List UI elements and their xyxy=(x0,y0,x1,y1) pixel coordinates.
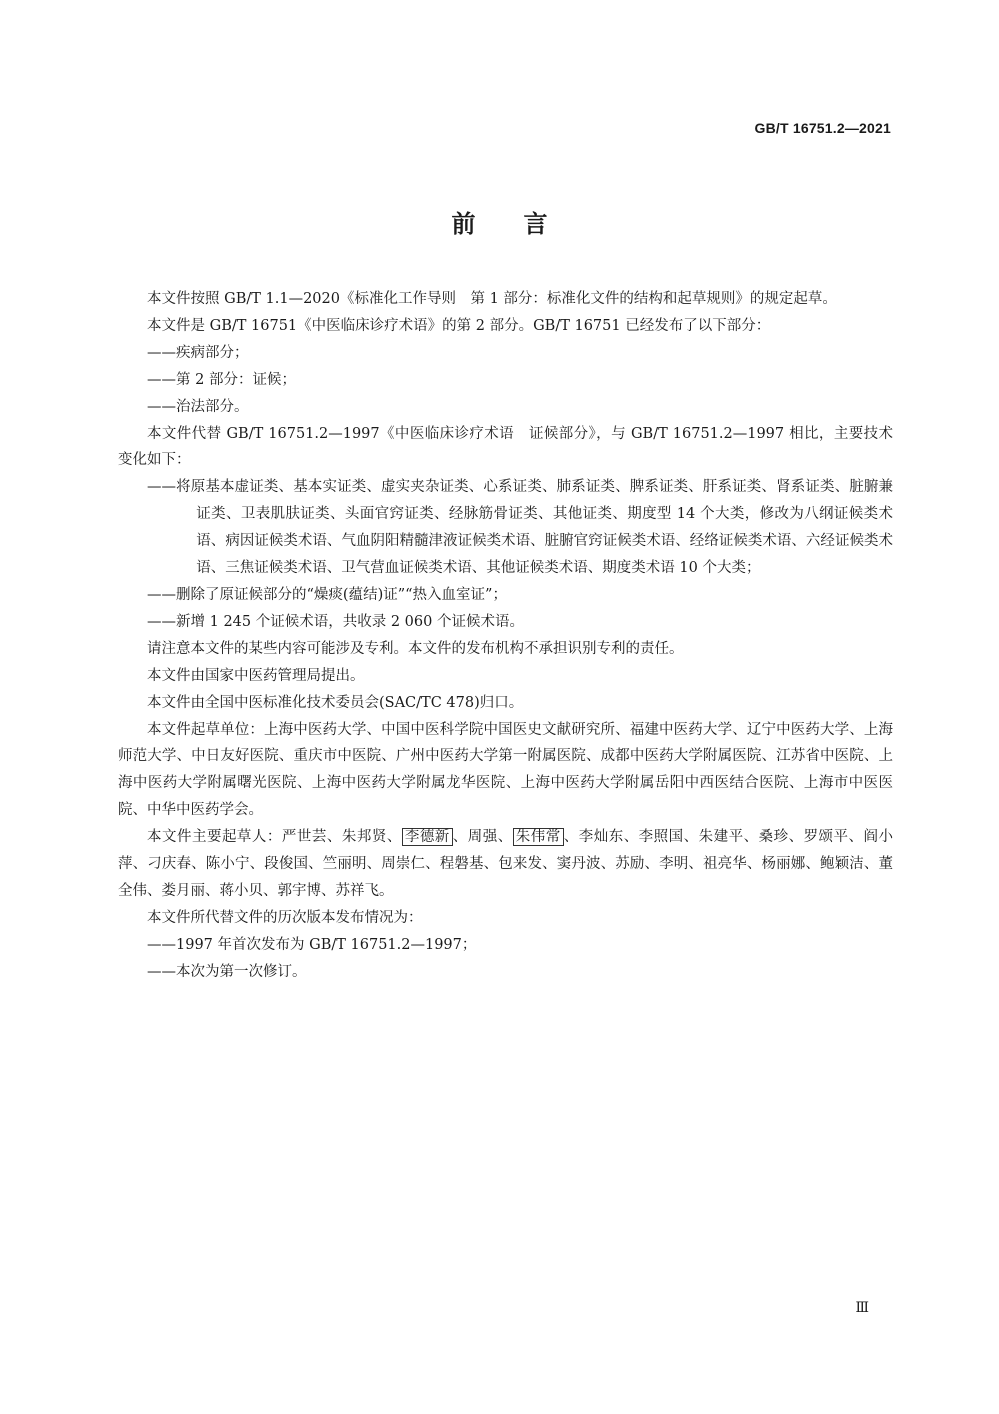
list-item: ——本次为第一次修订。 xyxy=(147,963,307,980)
list-item: ——疾病部分； xyxy=(147,344,249,361)
foreword-body xyxy=(118,286,893,986)
list-item: ——将原基本虚证类、基本实证类、虚实夹杂证类、心系证类、肺系证类、脾系证类、肝系证类、肾系证类、脏腑兼证类、卫表肌肤证类、头面官窍证类、经脉筋骨证类、其他证类、期度型 14 个大类，修改为八纲证候类术语、病因证候类术语、气血阴阳精髓津液证候类术语、脏腑官窍证候类术语、经络证候类术语、六经证候类术语、三焦证候类术语、卫气营血证候类术语、其他证候类术语、期度类术语 10 个大类； xyxy=(147,479,893,577)
paragraph-history: 本文件所代替文件的历次版本发布情况为： xyxy=(147,909,423,926)
paragraph-committee: 本文件由全国中医标准化技术委员会(SAC/TC 478)归口。 xyxy=(147,694,524,711)
title-char-2: 言 xyxy=(523,209,548,238)
paragraph-drafters xyxy=(118,824,893,905)
drafters-text-a: 本文件主要起草人：严世芸、朱邦贤、 xyxy=(147,829,402,846)
list-item: ——新增 1 245 个证候术语，共收录 2 060 个证候术语。 xyxy=(147,613,524,630)
standard-code: GB/T 16751.2—2021 xyxy=(754,120,891,136)
drafters-text-c: 、李灿东、李照国、朱建平、桑珍、罗颂平、阎小萍、刁庆春、陈小宁、段俊国、竺丽明、周崇仁、程磐基、包来发、窦丹波、苏励、李明、祖亮华、杨丽娜、鲍颖洁、董全伟、娄月丽、蒋小贝、郭宇博、苏祥飞。 xyxy=(118,829,894,899)
list-item: ——第 2 部分：证候； xyxy=(147,371,296,388)
boxed-name-1: 李德新 xyxy=(402,828,453,846)
boxed-name-2: 朱伟常 xyxy=(513,828,564,846)
paragraph-proposer: 本文件由国家中医药管理局提出。 xyxy=(147,667,365,684)
list-item: ——1997 年首次发布为 GB/T 16751.2—1997； xyxy=(147,936,477,953)
drafters-text-b: 、周强、 xyxy=(452,829,513,846)
list-item: ——治法部分。 xyxy=(147,398,249,415)
paragraph-replacement: 本文件代替 GB/T 16751.2—1997《中医临床诊疗术语 证候部分》，与 GB/T 16751.2—1997 相比，主要技术变化如下： xyxy=(118,425,893,469)
paragraph-drafting-rules: 本文件按照 GB/T 1.1—2020《标准化工作导则 第 1 部分：标准化文件的结构和起草规则》的规定起草。 xyxy=(147,291,837,307)
paragraph-part-info: 本文件是 GB/T 16751《中医临床诊疗术语》的第 2 部分。GB/T 16751 已经发布了以下部分： xyxy=(147,317,771,334)
page-title xyxy=(0,204,999,239)
page-number: Ⅲ xyxy=(855,1300,869,1316)
paragraph-drafting-units: 本文件起草单位：上海中医药大学、中国中医科学院中国医史文献研究所、福建中医药大学、辽宁中医药大学、上海师范大学、中日友好医院、重庆市中医院、广州中医药大学第一附属医院、成都中医药大学附属医院、江苏省中医院、上海中医药大学附属曙光医院、上海中医药大学附属龙华医院、上海中医药大学附属岳阳中西医结合医院、上海市中医医院、中华中医药学会。 xyxy=(118,721,893,819)
list-item: ——删除了原证候部分的“燥痰(蕴结)证”“热入血室证”； xyxy=(147,586,507,603)
paragraph-patent-notice: 请注意本文件的某些内容可能涉及专利。本文件的发布机构不承担识别专利的责任。 xyxy=(147,640,684,657)
title-char-1: 前 xyxy=(451,209,476,238)
